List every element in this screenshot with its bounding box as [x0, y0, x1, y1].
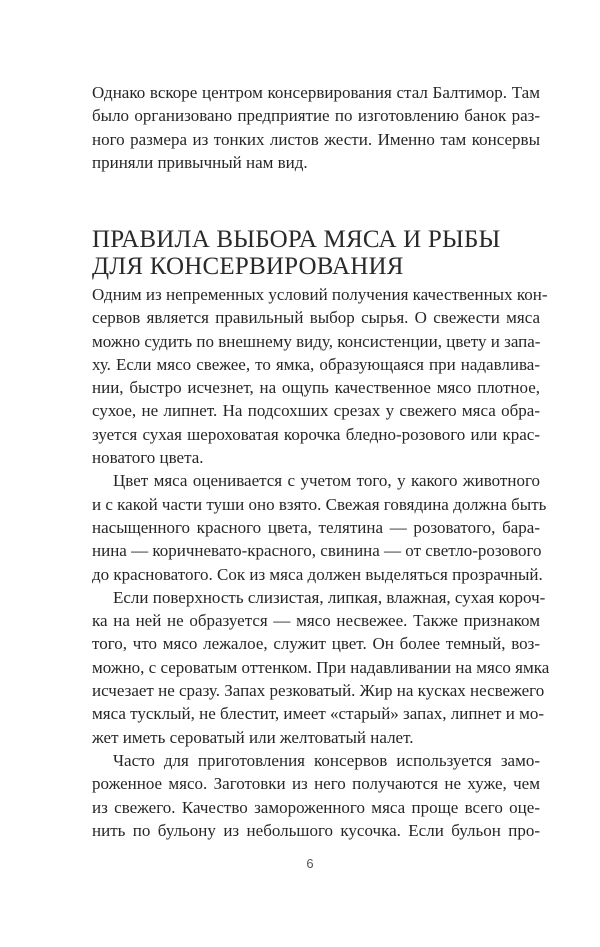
text-line: было организовано предприятие по изготовлению банок раз-: [92, 106, 540, 126]
paragraph: [92, 283, 548, 469]
paragraph: [92, 469, 547, 585]
heading-line: ПРАВИЛА ВЫБОРА МЯСА И РЫБЫ: [92, 226, 501, 253]
page-number: 6: [306, 856, 314, 871]
text-line: до красноватого. Сок из мяса должен выделяться прозрачный.: [92, 564, 543, 584]
text-line: зуется сухая шероховатая корочка бледно-розового или крас-: [92, 424, 540, 444]
paragraph: [92, 749, 540, 842]
text-line: нина — коричневато-красного, свинина — от светло-розового: [92, 541, 542, 561]
paragraph: [92, 81, 540, 174]
text-line: ного размера из тонких листов жести. Именно там консервы: [92, 129, 540, 149]
text-line: Цвет мяса оценивается с учетом того, у какого животного: [113, 471, 540, 491]
text-line: насыщенного красного цвета, телятина — розоватого, бара-: [92, 517, 540, 537]
text-line: исчезает не сразу. Запах резковатый. Жир на кусках несвежего: [92, 681, 545, 701]
text-line: и с какой части туши оно взято. Свежая говядина должна быть: [92, 494, 547, 514]
text-line: Часто для приготовления консервов используется замо-: [113, 750, 540, 770]
text-line: ка на ней не образуется — мясо несвежее. Также признаком: [92, 611, 540, 631]
text-line: Одним из непременных условий получения качественных кон-: [92, 285, 548, 304]
body-text: [92, 283, 550, 842]
text-line: новатого цвета.: [92, 448, 204, 468]
heading-line: ДЛЯ КОНСЕРВИРОВАНИЯ: [92, 253, 404, 280]
text-line: роженное мясо. Заготовки из него получаются не хуже, чем: [92, 774, 540, 794]
text-line: того, что мясо лежалое, служит цвет. Он более темный, воз-: [92, 634, 540, 654]
paragraph: [92, 586, 550, 749]
text-line: нии, быстро исчезнет, на ощупь качественное мясо плотное,: [92, 378, 540, 398]
text-line: мяса тусклый, не блестит, имеет «старый» запах, липнет и мо-: [92, 704, 545, 724]
text-line: можно, с сероватым оттенком. При надавливании на мясо ямка: [92, 657, 550, 677]
text-line: сухое, не липнет. На подсохших срезах у свежего мяса обра-: [92, 401, 540, 421]
text-line: сервов является правильный выбор сырья. О свежести мяса: [92, 308, 540, 328]
section-heading: [92, 226, 540, 280]
text-line: Однако вскоре центром консервирования стал Балтимор. Там: [92, 83, 540, 102]
text-line: приняли привычный нам вид.: [92, 152, 308, 172]
text-line: Если поверхность слизистая, липкая, влажная, сухая короч-: [113, 587, 546, 607]
intro-paragraph: [92, 81, 540, 174]
text-line: жет иметь сероватый или желтоватый налет.: [92, 727, 414, 747]
text-line: нить по бульону из небольшого кусочка. Если бульон про-: [92, 820, 540, 840]
text-line: можно судить по внешнему виду, консистенции, цвету и запа-: [92, 331, 541, 351]
text-line: из свежего. Качество замороженного мяса проще всего оце-: [92, 797, 540, 817]
text-line: ху. Если мясо свежее, то ямка, образующаяся при надавлива-: [92, 354, 540, 374]
